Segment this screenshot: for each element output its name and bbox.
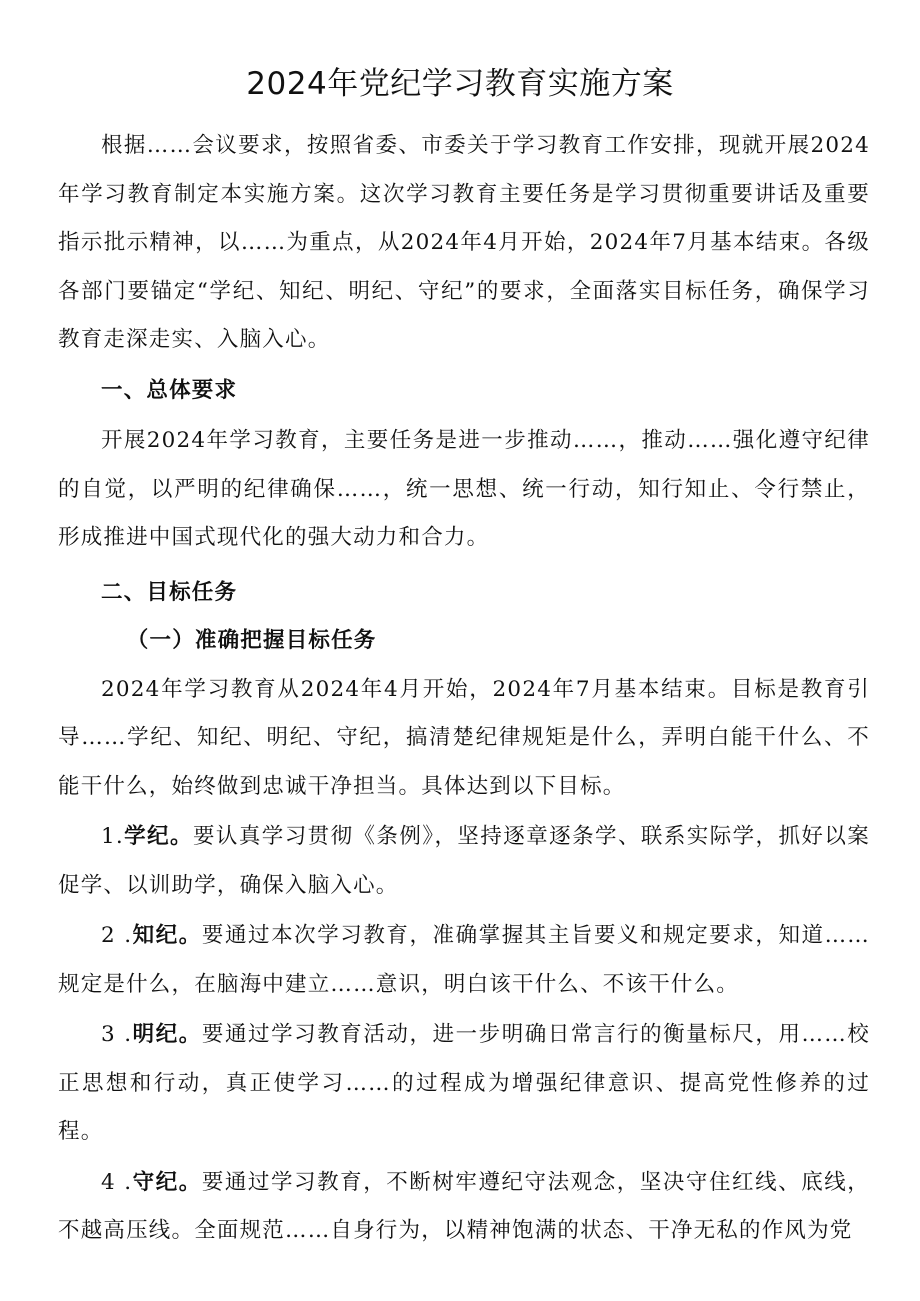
intro-paragraph: 根据……会议要求，按照省委、市委关于学习教育工作安排，现就开展2024年学习教育制定本实施方案。这次学习教育主要任务是学习贯彻重要讲话及重要指示批示精神，以……为重点，从2024年4月开始，2024年7月基本结束。各级各部门要锚定“学纪、知纪、明纪、守纪”的要求，全面落实目标任务，确保学习教育走深走实、入脑入心。 <box>58 133 870 352</box>
item-keyword: 守纪。 <box>132 1169 202 1195</box>
general-requirements-paragraph: 开展2024年学习教育，主要任务是进一步推动……，推动……强化遵守纪律的自觉，以严明的纪律确保……，统一思想、统一行动，知行知止、令行禁止，形成推进中国式现代化的强大动力和合力。 <box>58 428 870 550</box>
section-heading-target-tasks: 二、目标任务 <box>101 579 238 605</box>
document-title: 2024年党纪学习教育实施方案 <box>246 66 674 102</box>
item-text: 要通过本次学习教育，准确掌握其主旨要义和规定要求，知道……规定是什么，在脑海中建立……意识，明白该干什么、不该干什么。 <box>58 923 870 997</box>
target-item-study-discipline <box>58 813 870 910</box>
target-item-understand-discipline <box>58 1011 870 1157</box>
item-keyword: 明纪。 <box>132 1022 202 1047</box>
item-number: 2 . <box>101 923 133 948</box>
subsection-heading-grasp-tasks: （一）准确把握目标任务 <box>126 628 377 653</box>
item-number: 3 . <box>101 1022 133 1047</box>
item-number: 4 . <box>101 1169 133 1195</box>
item-keyword: 学纪。 <box>123 824 193 849</box>
item-keyword: 知纪。 <box>132 923 202 948</box>
item-text: 要通过学习教育活动，进一步明确日常言行的衡量标尺，用……校正思想和行动，真正使学习……的过程成为增强纪律意识、提高党性修养的过程。 <box>58 1022 870 1144</box>
target-item-observe-discipline <box>58 1159 870 1256</box>
document-body <box>58 122 870 1256</box>
item-text: 要认真学习贯彻《条例》，坚持逐章逐条学、联系实际学，抓好以案促学、以训助学，确保入脑入心。 <box>58 824 870 898</box>
item-text: 要通过学习教育，不断树牢遵纪守法观念，坚决守住红线、底线，不越高压线。全面规范……自身行为，以精神饱满的状态、干净无私的作风为党 <box>58 1169 870 1243</box>
target-tasks-paragraph: 2024年学习教育从2024年4月开始，2024年7月基本结束。目标是教育引导……学纪、知纪、明纪、守纪，搞清楚纪律规矩是什么，弄明白能干什么、不能干什么，始终做到忠诚干净担当。具体达到以下目标。 <box>58 676 870 799</box>
section-heading-general-requirements: 一、总体要求 <box>101 377 238 403</box>
target-item-know-discipline <box>58 912 870 1009</box>
item-number: 1. <box>101 824 124 849</box>
